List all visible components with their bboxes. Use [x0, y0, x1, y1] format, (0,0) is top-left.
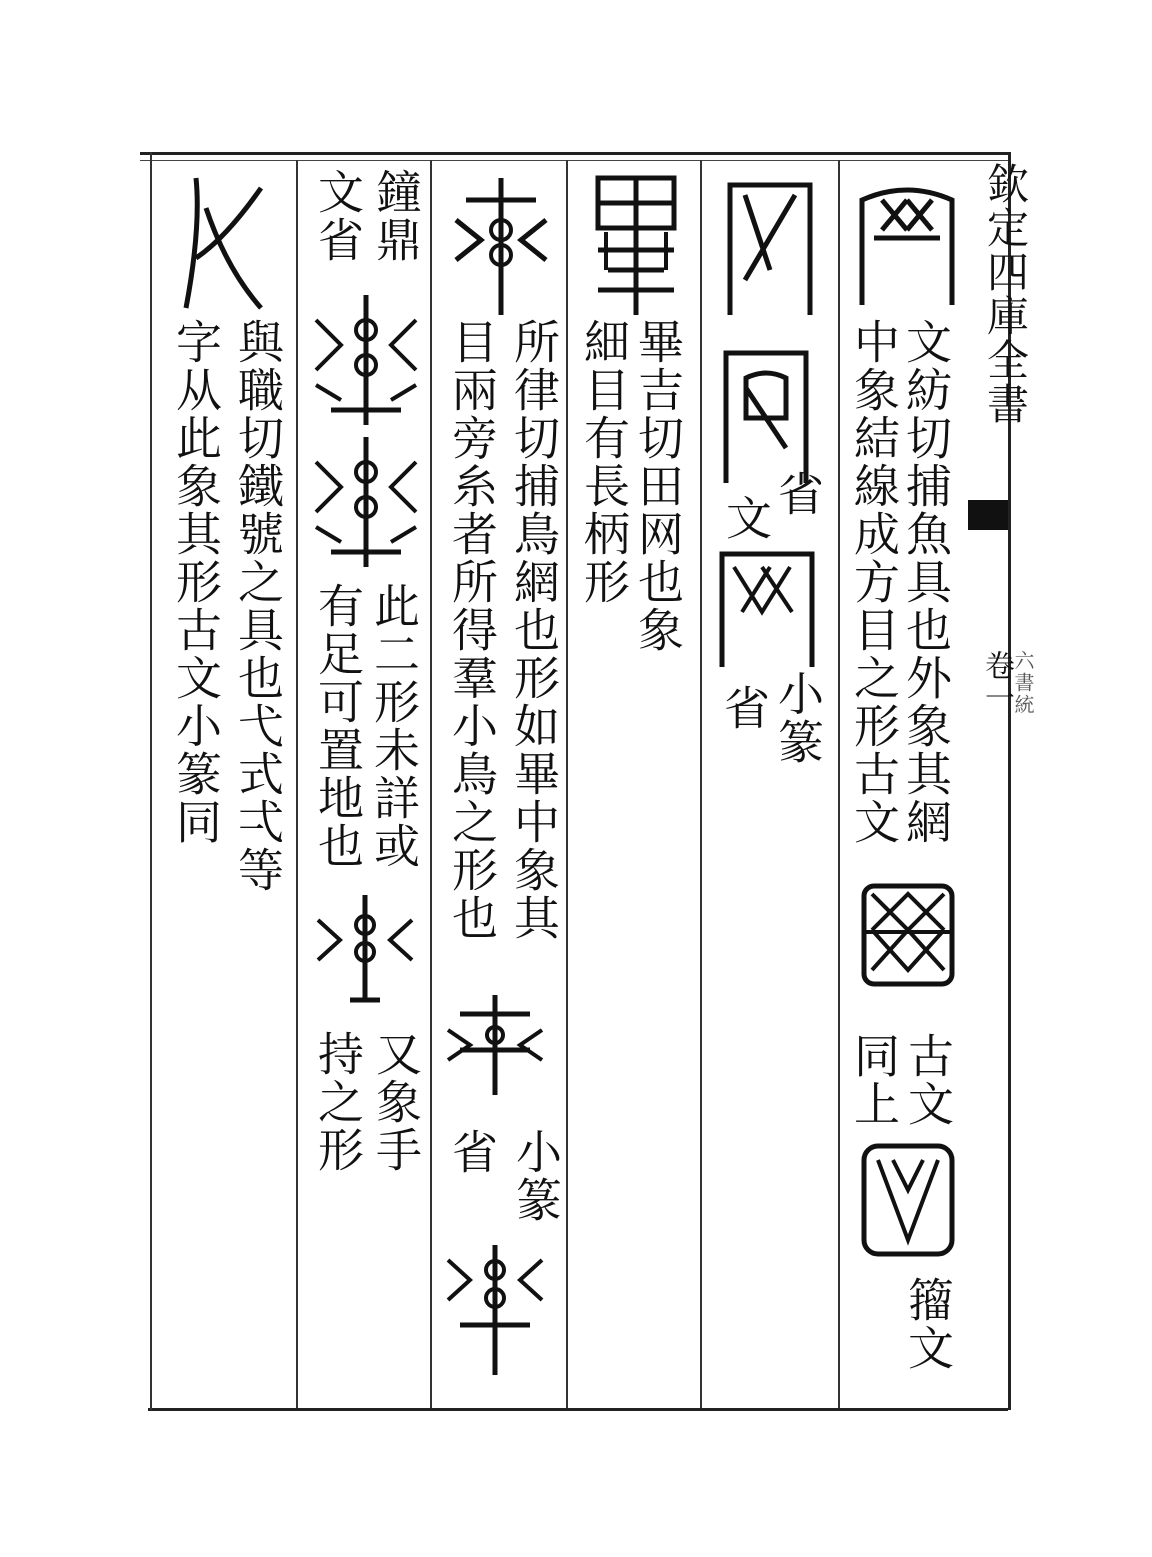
seal-glyph-wang-zhouwen: [858, 1140, 958, 1260]
entry-note-main: 與職切鐵號之具也弋式弌等: [231, 318, 285, 894]
entry-note-sub: 有足可置地也: [311, 582, 365, 870]
label-xiaozhuan: 小篆: [509, 1128, 563, 1224]
book-title: 欽定四庫全書: [981, 162, 1030, 426]
seal-glyph-wang-variant-1: [720, 170, 820, 320]
entry-note-main: 此二形未詳或: [367, 582, 421, 870]
entry-note-main: 畢吉切田网也象: [631, 318, 685, 654]
label-sheng: 省: [445, 1128, 499, 1176]
frame-left-border: [150, 152, 152, 1410]
seal-glyph-wang-guwen: [858, 880, 958, 990]
seal-glyph-lv: [446, 170, 556, 320]
label-xiaozhuan: 小篆: [771, 670, 825, 766]
label-sheng-2: 省: [717, 684, 771, 732]
column-divider: [700, 160, 702, 1408]
column-divider: [430, 160, 432, 1408]
entry-note-main-2: 又象手: [369, 1030, 423, 1174]
entry-note-sub: 細目有長柄形: [577, 318, 631, 606]
frame-bottom-border: [148, 1408, 1008, 1411]
seal-glyph-lv-xiaozhuan: [440, 990, 550, 1100]
entry-note-main: 文紡切捕魚具也外象其網: [899, 318, 953, 846]
entry-note-sub-2: 持之形: [311, 1030, 365, 1174]
frame-top-inner-border: [140, 160, 1008, 161]
entry-note-sub: 中象結線成方目之形古文: [847, 318, 901, 846]
seal-glyph-wang-variant-2: [716, 338, 816, 488]
seal-glyph-lv-sheng: [440, 1240, 550, 1380]
column-divider: [296, 160, 298, 1408]
juan-number: 卷一: [979, 650, 1014, 714]
column-divider: [566, 160, 568, 1408]
seal-glyph-zhi-3: [310, 890, 420, 1010]
seal-glyph-yi: [166, 168, 276, 318]
header-zhongding: 鐘鼎: [369, 168, 423, 264]
seal-glyph-zhi-2: [306, 432, 426, 572]
entry-note-sub: 目兩旁糸者所得羣小鳥之形也: [445, 318, 499, 942]
label-sheng: 省: [771, 470, 825, 518]
fishtail-mark: [968, 500, 1008, 530]
seal-glyph-wang: [852, 170, 962, 310]
seal-glyph-wang-variant-3: [712, 542, 822, 672]
column-divider: [838, 160, 840, 1408]
label-tongshang: 同上: [847, 1032, 901, 1128]
label-zhouwen: 籀文: [901, 1276, 955, 1372]
seal-glyph-bi: [586, 170, 686, 320]
seal-glyph-zhi-1: [306, 290, 426, 430]
label-wen: 文: [719, 494, 773, 542]
frame-top-border: [140, 152, 1008, 155]
label-guwen: 古文: [901, 1032, 955, 1128]
header-wensheng: 文省: [311, 168, 365, 264]
entry-note-main: 所律切捕鳥網也形如畢中象其: [507, 318, 561, 942]
entry-note-sub: 字从此象其形古文小篆同: [169, 318, 223, 846]
sub-title: 六書統: [1011, 650, 1035, 716]
